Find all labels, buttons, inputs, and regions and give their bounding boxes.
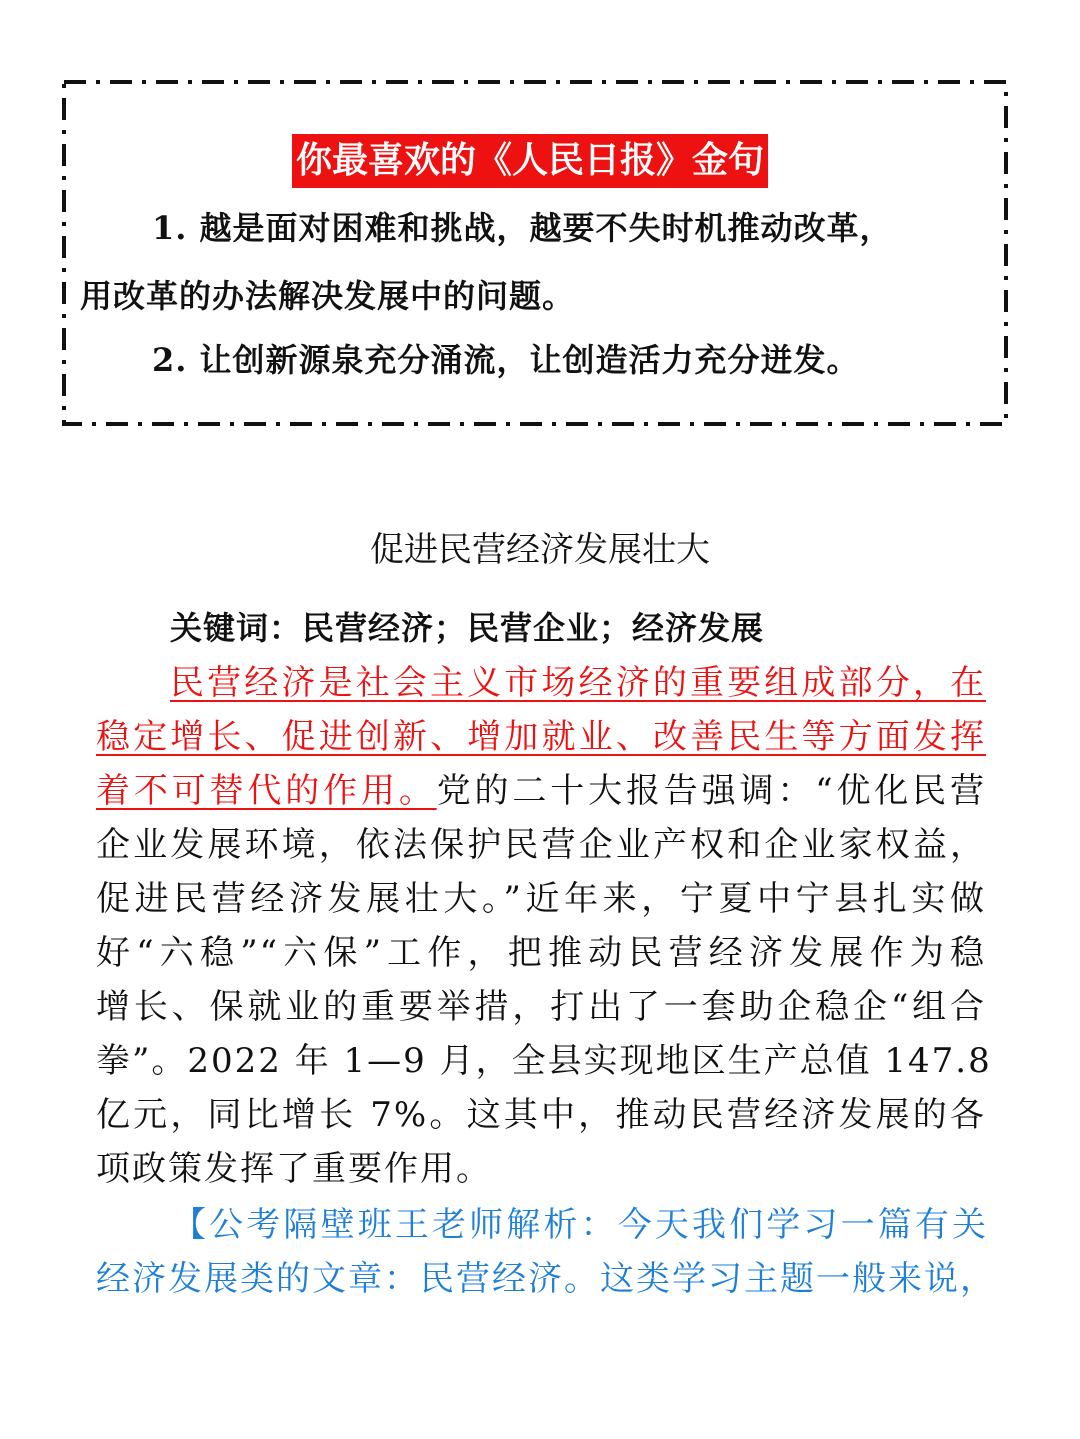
body-line: 促进民营经济发展壮大。”近年来，宁夏中宁县扎实做 [96, 879, 986, 919]
quote-line-1: 1. 越是面对困难和挑战，越要不失时机推动改革， [152, 209, 893, 247]
body-line: 增长、保就业的重要举措，打出了一套助企稳企“组合 [96, 987, 986, 1027]
body-line [170, 656, 986, 710]
analysis-line: 经济发展类的文章：民营经济。这类学习主题一般来说， [96, 1259, 996, 1299]
analysis-line: 【公考隔壁班王老师解析：今天我们学习一篇有关 [172, 1205, 988, 1245]
body-line [96, 764, 986, 818]
body-line: 亿元，同比增长 7%。这其中，推动民营经济发展的各 [96, 1095, 986, 1135]
highlight-text: 着不可替代的作用。 [96, 771, 437, 811]
body-line: 企业发展环境，依法保护民营企业产权和企业家权益， [96, 825, 986, 865]
body-line: 拳”。2022 年 1—9 月，全县实现地区生产总值 147.8 [96, 1041, 992, 1081]
keywords-line: 关键词：民营经济；民营企业；经济发展 [170, 609, 765, 647]
quote-line-2: 2. 让创新源泉充分涌流，让创造活力充分迸发。 [152, 341, 860, 379]
body-line: 好“六稳”“六保”工作，把推动民营经济发展作为稳 [96, 933, 986, 973]
body-line: 项政策发挥了重要作用。 [96, 1149, 492, 1189]
article-title: 促进民营经济发展壮大 [370, 530, 710, 570]
body-text: 党的二十大报告强调：“优化民营 [436, 771, 987, 811]
quote-box [62, 80, 1008, 426]
highlight-text: 民营经济是社会主义市场经济的重要组成部分，在 [170, 663, 986, 703]
quote-line-1-continued: 用改革的办法解决发展中的问题。 [80, 277, 576, 315]
highlight-text: 稳定增长、促进创新、增加就业、改善民生等方面发挥 [96, 717, 986, 757]
body-line [96, 710, 986, 764]
quote-title: 你最喜欢的《人民日报》金句 [292, 134, 768, 188]
